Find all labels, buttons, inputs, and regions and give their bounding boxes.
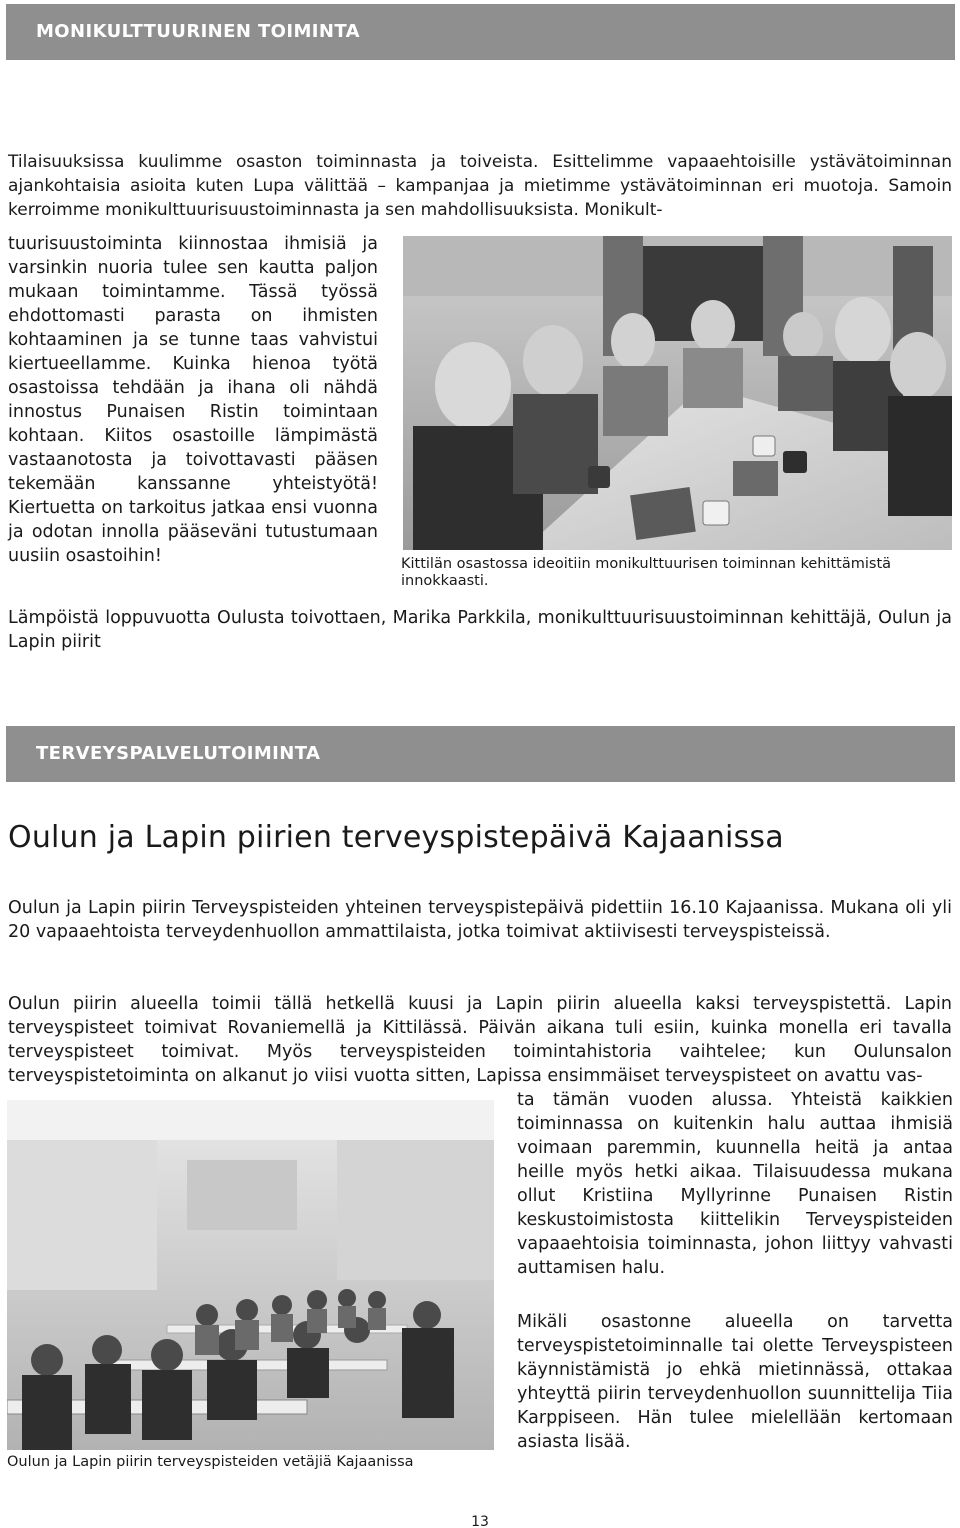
meeting-photo <box>403 236 952 550</box>
article-paragraph-3: ta tämän vuoden alussa. Yhteistä kaikkien toiminnassa on kuitenkin halu auttaa ihmisiä voimaan paremmin, kuunnella heitä ja antaa heille myös hetki aikaa. Tilaisuudessa mukana ollut Kristiina Myllyrinne Punaisen Ristin keskustoimistosta kiittelikin Terveyspisteiden vapaaehtoisia toiminnasta, johon liittyy vahvasti auttamisen halu. <box>517 1090 953 1278</box>
section-title: TERVEYSPALVELUTOIMINTA <box>36 743 321 764</box>
section-header-monikulttuurinen <box>6 4 955 60</box>
article-paragraph-1: Oulun ja Lapin piirin Terveyspisteiden yhteinen terveyspistepäivä pidettiin 16.10 Kajaanissa. Mukana oli yli 20 vapaaehtoista terveydenhuollon ammattilaista, jotka toimivat aktiivisesti terveyspisteissä. <box>8 898 952 942</box>
article-paragraph-2: Oulun piirin alueella toimii tällä hetkellä kuusi ja Lapin piirin alueella kaksi terveyspistettä. Lapin terveyspisteet toimivat Rovaniemellä ja Kittilässä. Päivän aikana tuli esiin, kuinka monella eri tavalla terveyspisteet toimivat. Myös terveyspisteiden toimintahistoria vaihtelee; kun Oulunsalon terveyspistetoiminta on alkanut jo viisi vuotta sitten, Lapissa ensimmäiset terveyspisteet on avattu vas- <box>8 994 952 1086</box>
intro-paragraph: Tilaisuuksissa kuulimme osaston toiminnasta ja toiveista. Esittelimme vapaaehtoisille ystävätoiminnan ajankohtaisia asioita kuten Lupa välittää – kampanjaa ja mietimme ystävätoiminnan eri muotoja. Samoin kerroimme monikulttuurisuustoiminnasta ja sen mahdollisuuksista. Monikult- <box>8 152 952 220</box>
meeting-photo-caption: Kittilän osastossa ideoitiin monikulttuurisen toiminnan kehittämistä innokkaasti. <box>401 556 892 589</box>
section-header-terveyspalvelu <box>6 726 955 782</box>
article-paragraph-4: Mikäli osastonne alueella on tarvetta terveyspistetoiminnalle tai olette Terveyspisteen käynnistämistä jo ehkä mietinnässä, ottakaa yhteyttä piirin terveydenhuollon suunnittelija Tiia Karppiseen. Hän tulee mielellään kertomaan asiasta lisää. <box>517 1312 953 1452</box>
article-heading: Oulun ja Lapin piirien terveyspistepäivä Kajaanissa <box>8 820 784 855</box>
seminar-photo-caption: Oulun ja Lapin piirin terveyspisteiden vetäjiä Kajaanissa <box>7 1454 414 1470</box>
section-title: MONIKULTTUURINEN TOIMINTA <box>36 21 360 42</box>
page-number: 13 <box>471 1514 489 1528</box>
column-paragraph: tuurisuustoiminta kiinnostaa ihmisiä ja varsinkin nuoria tulee sen kautta paljon mukaan toimintamme. Tässä työssä ehdottomasti parasta on ihmisten kohtaaminen ja se tunne taas vahvistui kiertueellamme. Kuinka hienoa työtä osastoissa tehdään ja ihana oli nähdä innostus Punaisen Ristin toimintaan kohtaan. Kiitos osastoille lämpimästä vastaanotosta ja toivottavasti pääsen tekemään kanssanne yhteistyötä! Kiertuetta on tarkoitus jatkaa ensi vuonna ja odotan innolla pääseväni tutustumaan uusiin osastoihin! <box>8 234 378 566</box>
seminar-photo <box>7 1100 494 1450</box>
greeting-paragraph: Lämpöistä loppuvuotta Oulusta toivottaen, Marika Parkkila, monikulttuurisuustoiminnan kehittäjä, Oulun ja Lapin piirit <box>8 608 952 652</box>
